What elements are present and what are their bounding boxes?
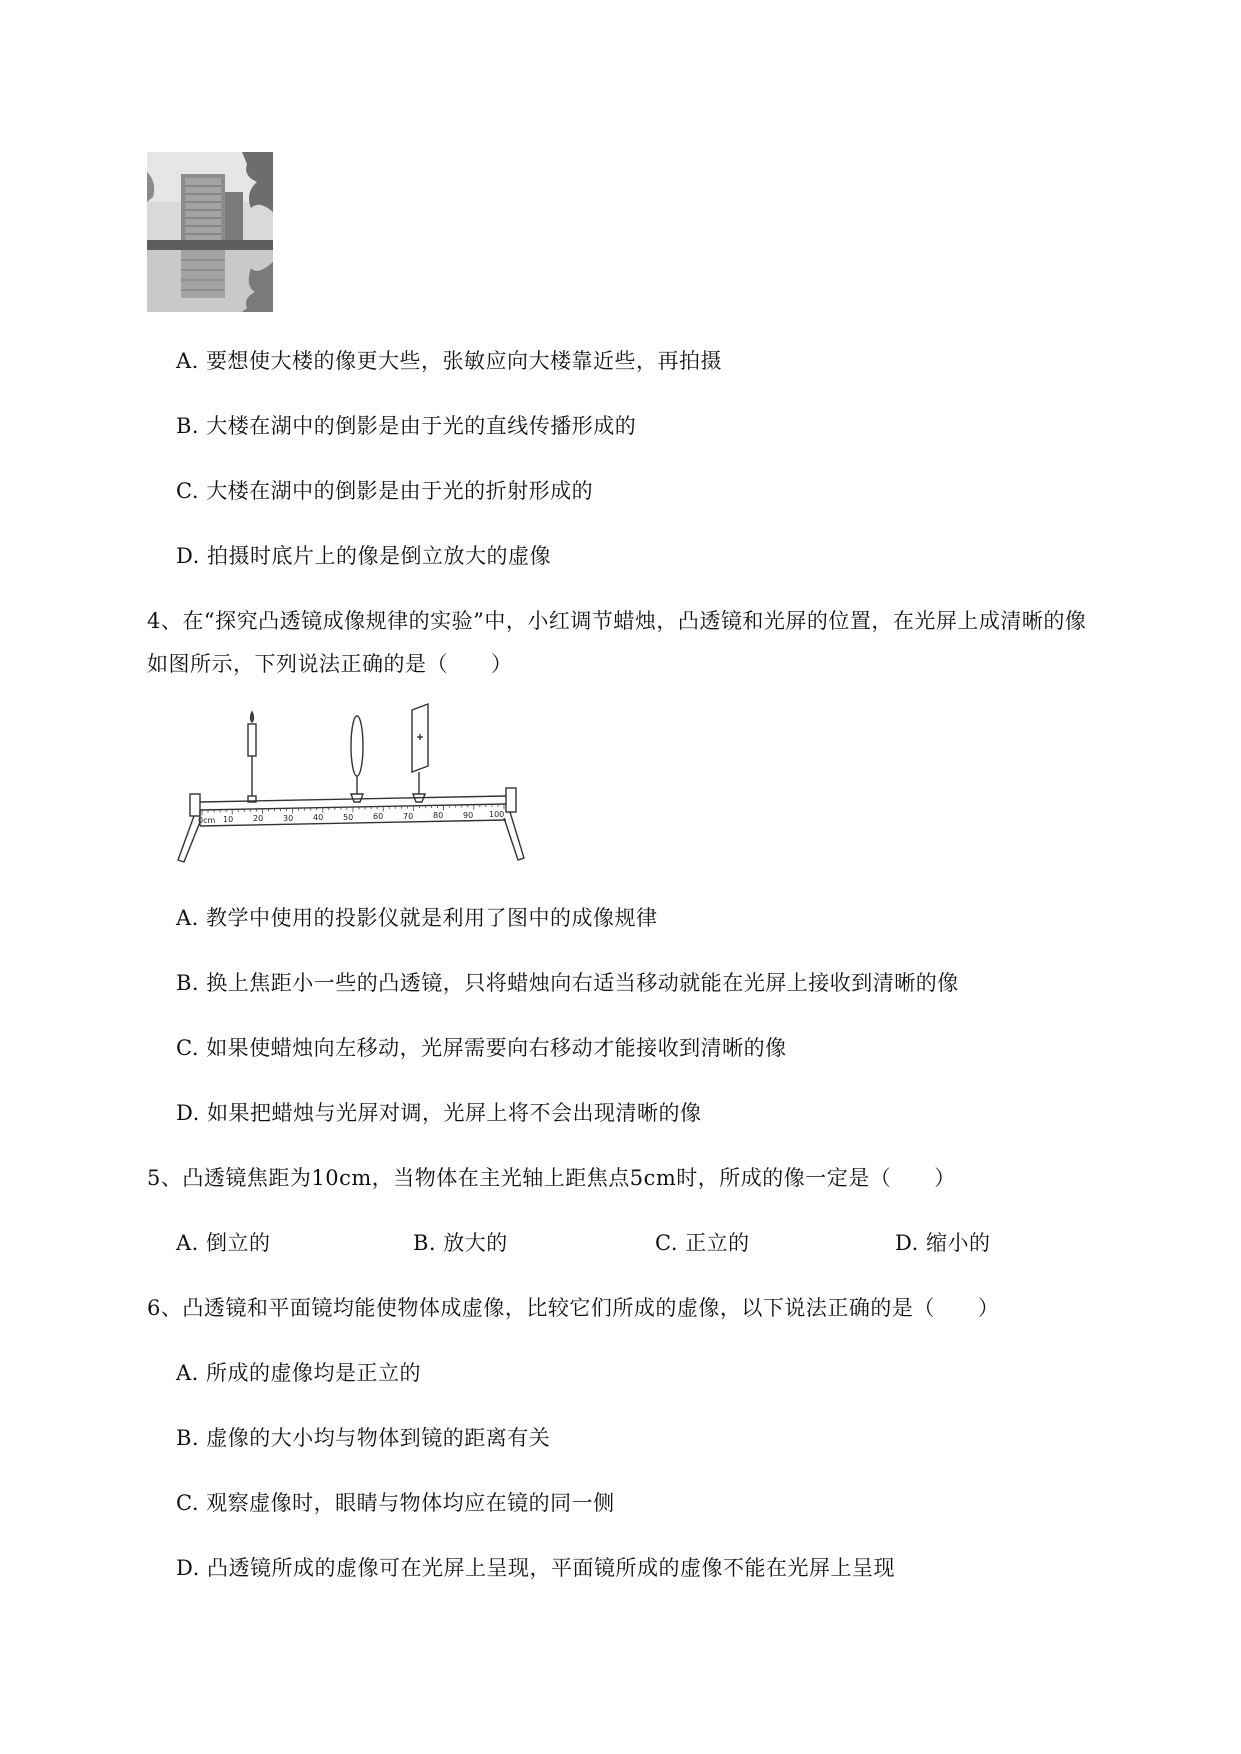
q5-option-d: D. 缩小的 (895, 1231, 991, 1255)
q4-stem-line1: 4、在“探究凸透镜成像规律的实验”中，小红调节蜡烛，凸透镜和光屏的位置，在光屏上成清晰的像 (147, 609, 1087, 633)
q5-option-a: A. 倒立的 (176, 1231, 271, 1255)
q6-option-a: A. 所成的虚像均是正立的 (176, 1361, 422, 1385)
scale-label-90: 90 (463, 811, 474, 820)
scale-label-60: 60 (373, 812, 384, 821)
q3-option-c: C. 大楼在湖中的倒影是由于光的折射形成的 (176, 479, 594, 503)
q4-option-c: C. 如果使蜡烛向左移动，光屏需要向右移动才能接收到清晰的像 (176, 1036, 787, 1060)
q4-option-d: D. 如果把蜡烛与光屏对调，光屏上将不会出现清晰的像 (176, 1101, 702, 1125)
optical-bench-figure (176, 700, 528, 865)
scale-label-70: 70 (403, 812, 414, 821)
scale-label-20: 20 (253, 814, 264, 823)
q6-stem: 6、凸透镜和平面镜均能使物体成虚像，比较它们所成的虚像，以下说法正确的是（ ） (147, 1296, 1000, 1320)
q4-option-b: B. 换上焦距小一些的凸透镜，只将蜡烛向右适当移动就能在光屏上接收到清晰的像 (176, 971, 959, 995)
q3-option-d: D. 拍摄时底片上的像是倒立放大的虚像 (176, 544, 551, 568)
scale-label-30: 30 (283, 814, 294, 823)
scale-label-40: 40 (313, 813, 324, 822)
scale-label-10: 10 (223, 815, 234, 824)
q5-stem: 5、凸透镜焦距为10cm，当物体在主光轴上距焦点5cm时，所成的像一定是（ ） (147, 1166, 956, 1190)
q6-option-b: B. 虚像的大小均与物体到镜的距离有关 (176, 1426, 551, 1450)
scale-label-50: 50 (343, 813, 354, 822)
scale-label-80: 80 (433, 811, 444, 820)
q6-option-d: D. 凸透镜所成的虚像可在光屏上呈现，平面镜所成的虚像不能在光屏上呈现 (176, 1556, 895, 1580)
scale-label-100: 100 (489, 810, 505, 819)
q4-option-a: A. 教学中使用的投影仪就是利用了图中的成像规律 (176, 906, 658, 930)
building-lake-photo (147, 152, 273, 312)
q3-option-b: B. 大楼在湖中的倒影是由于光的直线传播形成的 (176, 414, 637, 438)
q4-stem-line2: 如图所示，下列说法正确的是（ ） (147, 652, 513, 676)
q3-option-a: A. 要想使大楼的像更大些，张敏应向大楼靠近些，再拍摄 (176, 349, 723, 373)
q6-option-c: C. 观察虚像时，眼睛与物体均应在镜的同一侧 (176, 1491, 615, 1515)
q5-option-b: B. 放大的 (413, 1231, 508, 1255)
scale-label-0: 0cm (198, 816, 216, 825)
q5-option-c: C. 正立的 (655, 1231, 750, 1255)
